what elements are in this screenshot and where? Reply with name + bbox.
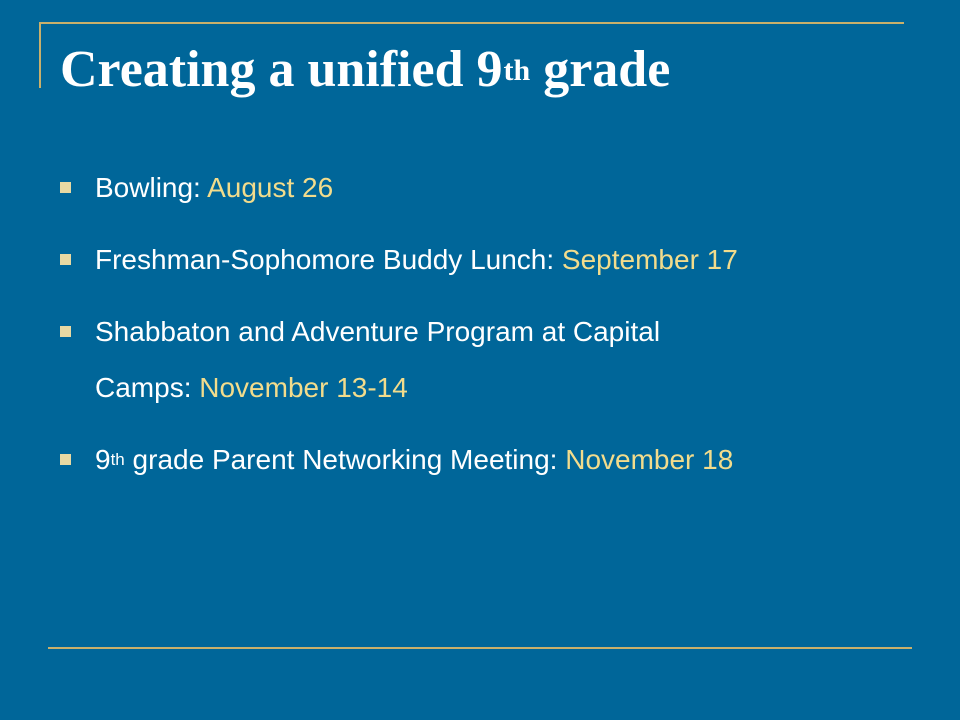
bullet-date: September 17 [561, 244, 738, 275]
bullet-prefix: 9 [95, 444, 111, 475]
bullet-label: Freshman-Sophomore Buddy Lunch: [95, 244, 562, 275]
slide-title [60, 38, 670, 102]
square-bullet-icon [60, 182, 71, 193]
bullet-date: November 18 [565, 444, 734, 475]
bullet-item [60, 232, 920, 288]
top-rule [40, 22, 904, 24]
square-bullet-icon [60, 454, 71, 465]
square-bullet-icon [60, 326, 71, 337]
bullet-superscript: th [110, 450, 125, 469]
bullet-label-line-2 [95, 360, 920, 416]
title-suffix: grade [530, 41, 671, 98]
bullet-label-line-1: Shabbaton and Adventure Program at Capital [95, 316, 661, 347]
bullet-label: grade Parent Networking Meeting: [124, 444, 566, 475]
left-rule [39, 22, 41, 88]
title-prefix: Creating a unified 9 [60, 41, 503, 98]
bullet-date: November 13-14 [199, 372, 408, 403]
bullet-date: August 26 [207, 172, 334, 203]
bullet-item [60, 160, 920, 216]
title-superscript: th [503, 54, 531, 87]
bullet-label: Camps: [95, 372, 200, 403]
bullet-item [60, 432, 920, 488]
bottom-rule [48, 647, 912, 649]
bullet-item [60, 304, 920, 416]
bullet-list [60, 160, 920, 504]
square-bullet-icon [60, 254, 71, 265]
bullet-label: Bowling: [95, 172, 208, 203]
